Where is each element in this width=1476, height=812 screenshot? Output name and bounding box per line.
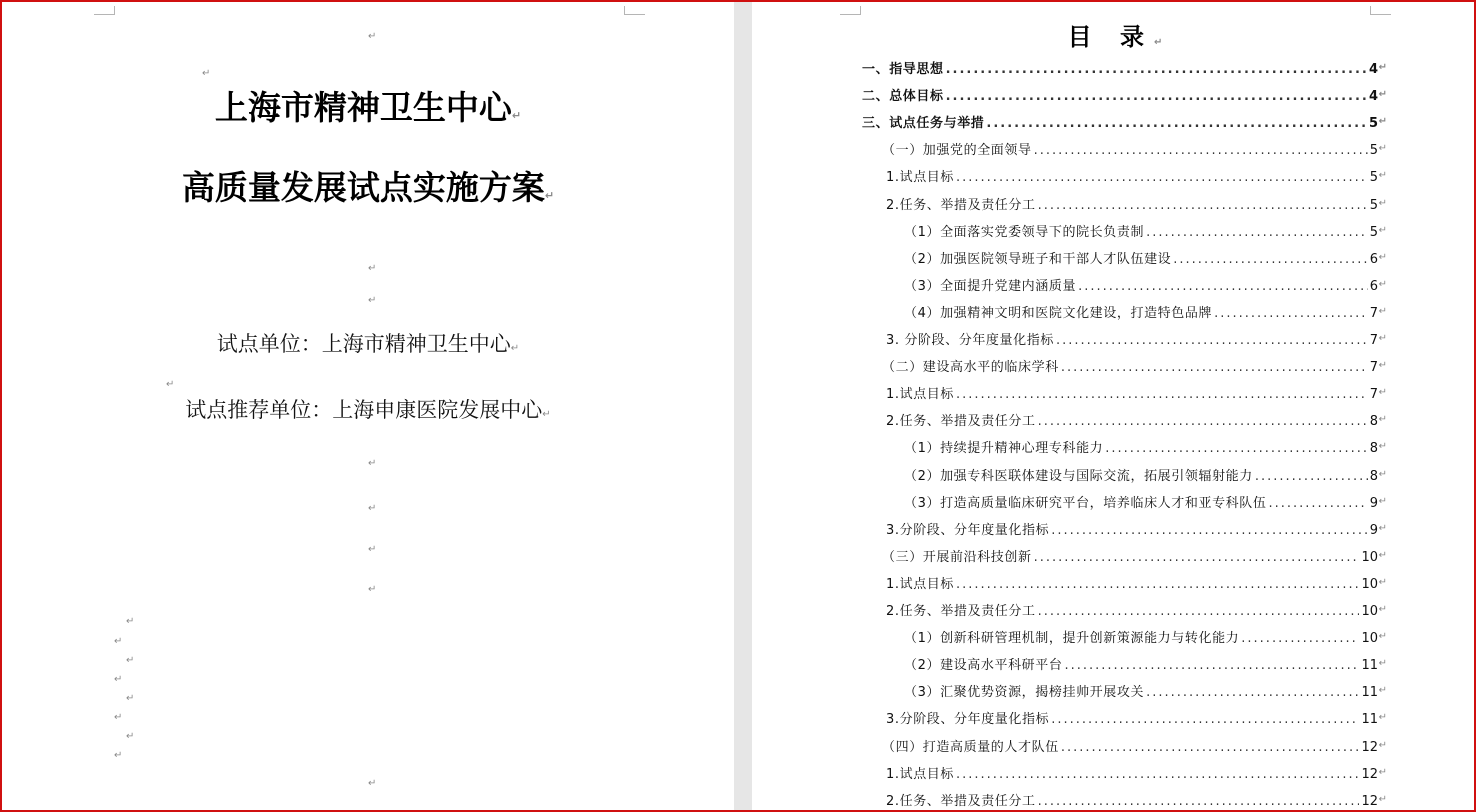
- paragraph-mark: ↵: [1378, 577, 1387, 588]
- toc-entry[interactable]: [886, 600, 1387, 620]
- toc-entry-title: 2.任务、举措及责任分工: [886, 414, 1036, 429]
- toc-entry-title: 一、指导思想: [862, 62, 944, 77]
- toc-entry-title: （1）全面落实党委领导下的院长负责制: [904, 225, 1145, 240]
- paragraph-mark: ↵: [1378, 767, 1387, 778]
- toc-entry-title: （2）加强专科医联体建设与国际交流，拓展引领辐射能力: [904, 469, 1253, 484]
- toc-entry-title: 1.试点目标: [886, 767, 955, 782]
- toc-entry-title: 2.任务、举措及责任分工: [886, 794, 1036, 809]
- pilot-unit-line: 试点单位：上海市精神卫生中心↵: [216, 332, 520, 356]
- toc-page-number: 8: [1369, 469, 1378, 484]
- toc-leader-dots: [1214, 306, 1368, 322]
- paragraph-mark: ↵: [1378, 62, 1387, 73]
- cover-title-line-1: 上海市精神卫生中心↵: [214, 88, 522, 127]
- toc-page-number: 6: [1369, 252, 1378, 267]
- toc-entry-title: （2）建设高水平科研平台: [904, 658, 1063, 673]
- paragraph-mark: ↵: [368, 503, 377, 514]
- toc-heading: 目 录↵: [1067, 22, 1163, 51]
- toc-page-number: 11: [1361, 658, 1378, 673]
- paragraph-mark: ↵: [1378, 550, 1387, 561]
- recommending-unit-line: 试点推荐单位：上海申康医院发展中心↵: [185, 398, 551, 422]
- toc-entry[interactable]: [886, 166, 1387, 186]
- paragraph-mark: ↵: [1378, 658, 1387, 669]
- paragraph-mark: ↵: [114, 750, 123, 761]
- toc-leader-dots: [946, 89, 1367, 105]
- cover-title-line-2: 高质量发展试点实施方案↵: [181, 168, 555, 207]
- toc-page: [752, 2, 1476, 812]
- toc-leader-dots: [1078, 279, 1368, 295]
- paragraph-mark: ↵: [126, 616, 135, 627]
- paragraph-mark: ↵: [1378, 89, 1387, 100]
- toc-page-number: 10: [1361, 604, 1378, 619]
- toc-entry[interactable]: [904, 654, 1387, 674]
- paragraph-mark: ↵: [368, 263, 377, 274]
- toc-leader-dots: [1051, 712, 1359, 728]
- paragraph-mark: ↵: [126, 655, 135, 666]
- toc-page-number: 11: [1361, 685, 1378, 700]
- toc-entry[interactable]: [882, 139, 1387, 159]
- paragraph-mark: ↵: [1378, 794, 1387, 805]
- toc-page-number: 7: [1369, 360, 1378, 375]
- paragraph-mark: ↵: [1378, 631, 1387, 642]
- toc-page-number: 11: [1361, 712, 1378, 727]
- paragraph-mark: ↵: [166, 379, 175, 390]
- toc-page-number: 5: [1369, 198, 1378, 213]
- toc-leader-dots: [1241, 631, 1359, 647]
- toc-entry[interactable]: [886, 790, 1387, 810]
- toc-page-number: 4: [1368, 62, 1378, 77]
- toc-leader-dots: [946, 62, 1367, 78]
- crop-mark: [1370, 6, 1391, 15]
- toc-leader-dots: [986, 116, 1367, 132]
- toc-page-number: 5: [1369, 143, 1378, 158]
- toc-entry[interactable]: [882, 356, 1387, 376]
- paragraph-mark: ↵: [1378, 143, 1387, 154]
- paragraph-mark: ↵: [202, 68, 211, 79]
- toc-leader-dots: [1038, 604, 1360, 620]
- toc-page-number: 7: [1369, 387, 1378, 402]
- paragraph-mark: ↵: [1378, 441, 1387, 452]
- toc-entry[interactable]: [882, 546, 1387, 566]
- toc-page-number: 5: [1369, 170, 1378, 185]
- toc-entry[interactable]: [886, 194, 1387, 214]
- paragraph-mark: ↵: [1378, 279, 1387, 290]
- toc-entry[interactable]: [886, 519, 1387, 539]
- cover-page: [2, 2, 734, 812]
- toc-entry-title: 1.试点目标: [886, 170, 955, 185]
- toc-entry-title: 1.试点目标: [886, 387, 955, 402]
- toc-leader-dots: [1061, 740, 1360, 756]
- toc-entry[interactable]: [862, 58, 1387, 78]
- toc-entry-title: （3）汇聚优势资源，揭榜挂帅开展攻关: [904, 685, 1145, 700]
- paragraph-mark: ↵: [114, 674, 123, 685]
- paragraph-mark: ↵: [1378, 414, 1387, 425]
- toc-entry-title: （一）加强党的全面领导: [882, 143, 1032, 158]
- toc-entry[interactable]: [886, 763, 1387, 783]
- paragraph-mark: ↵: [114, 636, 123, 647]
- paragraph-mark: ↵: [1378, 252, 1387, 263]
- toc-page-number: 4: [1368, 89, 1378, 104]
- paragraph-mark: ↵: [1378, 604, 1387, 615]
- toc-leader-dots: [956, 170, 1368, 186]
- toc-entry-title: 3.分阶段、分年度量化指标: [886, 523, 1050, 538]
- paragraph-mark: ↵: [114, 712, 123, 723]
- toc-page-number: 9: [1369, 496, 1378, 511]
- toc-leader-dots: [1034, 143, 1368, 159]
- toc-entry-title: （3）全面提升党建内涵质量: [904, 279, 1077, 294]
- paragraph-mark: ↵: [368, 31, 377, 42]
- paragraph-mark: ↵: [1378, 685, 1387, 696]
- toc-leader-dots: [1038, 198, 1368, 214]
- toc-leader-dots: [1064, 658, 1359, 674]
- paragraph-mark: ↵: [1378, 333, 1387, 344]
- toc-entry[interactable]: [886, 573, 1387, 593]
- toc-entry-title: （二）建设高水平的临床学科: [882, 360, 1059, 375]
- toc-entry[interactable]: [904, 627, 1387, 647]
- toc-page-number: 6: [1369, 279, 1378, 294]
- paragraph-mark: ↵: [1378, 523, 1387, 534]
- toc-leader-dots: [1038, 414, 1368, 430]
- toc-entry-title: （4）加强精神文明和医院文化建设，打造特色品牌: [904, 306, 1213, 321]
- toc-page-number: 7: [1369, 333, 1378, 348]
- toc-entry-title: 二、总体目标: [862, 89, 944, 104]
- toc-entry[interactable]: [904, 465, 1387, 485]
- toc-entry-title: 3.分阶段、分年度量化指标: [886, 712, 1050, 727]
- toc-leader-dots: [1255, 469, 1368, 485]
- toc-entry-title: （三）开展前沿科技创新: [882, 550, 1032, 565]
- paragraph-mark: ↵: [1378, 225, 1387, 236]
- toc-leader-dots: [956, 387, 1368, 403]
- paragraph-mark: ↵: [126, 693, 135, 704]
- toc-leader-dots: [1146, 225, 1368, 241]
- toc-entry-title: 3. 分阶段、分年度量化指标: [886, 333, 1054, 348]
- paragraph-mark: ↵: [368, 584, 377, 595]
- toc-leader-dots: [956, 767, 1359, 783]
- toc-entry-title: （1）创新科研管理机制，提升创新策源能力与转化能力: [904, 631, 1240, 646]
- toc-page-number: 12: [1361, 794, 1378, 809]
- paragraph-mark: ↵: [1378, 469, 1387, 480]
- paragraph-mark: ↵: [1378, 306, 1387, 317]
- toc-leader-dots: [1173, 252, 1367, 268]
- toc-page-number: 10: [1361, 550, 1378, 565]
- toc-leader-dots: [1061, 360, 1368, 376]
- toc-entry[interactable]: [886, 410, 1387, 430]
- paragraph-mark: ↵: [1378, 170, 1387, 181]
- toc-entry[interactable]: [904, 248, 1387, 268]
- toc-leader-dots: [1105, 441, 1367, 457]
- toc-page-number: 7: [1369, 306, 1378, 321]
- paragraph-mark: ↵: [1378, 740, 1387, 751]
- toc-page-number: 8: [1369, 441, 1378, 456]
- toc-entry-title: （3）打造高质量临床研究平台，培养临床人才和亚专科队伍: [904, 496, 1267, 511]
- crop-mark: [94, 6, 115, 15]
- toc-entry-title: 2.任务、举措及责任分工: [886, 604, 1036, 619]
- toc-entry[interactable]: [862, 85, 1387, 105]
- toc-entry[interactable]: [886, 329, 1387, 349]
- paragraph-mark: ↵: [1378, 360, 1387, 371]
- toc-leader-dots: [1056, 333, 1368, 349]
- paragraph-mark: ↵: [368, 295, 377, 306]
- toc-entry-title: （1）持续提升精神心理专科能力: [904, 441, 1104, 456]
- toc-page-number: 8: [1369, 414, 1378, 429]
- toc-entry[interactable]: [904, 221, 1387, 241]
- paragraph-mark: ↵: [368, 778, 377, 789]
- toc-entry[interactable]: [862, 112, 1387, 132]
- toc-entry[interactable]: [904, 437, 1387, 457]
- toc-entry[interactable]: [904, 681, 1387, 701]
- toc-page-number: 5: [1369, 225, 1378, 240]
- toc-entry-title: （四）打造高质量的人才队伍: [882, 740, 1059, 755]
- paragraph-mark: ↵: [368, 544, 377, 555]
- crop-mark: [840, 6, 861, 15]
- paragraph-mark: ↵: [1378, 712, 1387, 723]
- toc-entry-title: 三、试点任务与举措: [862, 116, 985, 131]
- toc-leader-dots: [956, 577, 1359, 593]
- toc-page-number: 12: [1361, 740, 1378, 755]
- paragraph-mark: ↵: [368, 458, 377, 469]
- toc-entry[interactable]: [904, 302, 1387, 322]
- toc-leader-dots: [1268, 496, 1367, 512]
- paragraph-mark: ↵: [1378, 496, 1387, 507]
- toc-leader-dots: [1146, 685, 1359, 701]
- toc-leader-dots: [1034, 550, 1360, 566]
- toc-page-number: 5: [1368, 116, 1378, 131]
- toc-entry-title: （2）加强医院领导班子和干部人才队伍建设: [904, 252, 1172, 267]
- paragraph-mark: ↵: [1378, 198, 1387, 209]
- paragraph-mark: ↵: [126, 731, 135, 742]
- paragraph-mark: ↵: [1378, 116, 1387, 127]
- toc-entry[interactable]: [904, 492, 1387, 512]
- toc-entry[interactable]: [886, 383, 1387, 403]
- toc-page-number: 9: [1369, 523, 1378, 538]
- toc-leader-dots: [1038, 794, 1360, 810]
- toc-page-number: 12: [1361, 767, 1378, 782]
- toc-page-number: 10: [1361, 631, 1378, 646]
- toc-entry[interactable]: [904, 275, 1387, 295]
- toc-entry-title: 2.任务、举措及责任分工: [886, 198, 1036, 213]
- crop-mark: [624, 6, 645, 15]
- toc-leader-dots: [1051, 523, 1368, 539]
- toc-entry[interactable]: [886, 708, 1387, 728]
- toc-entry-title: 1.试点目标: [886, 577, 955, 592]
- toc-entry[interactable]: [882, 736, 1387, 756]
- paragraph-mark: ↵: [1378, 387, 1387, 398]
- toc-page-number: 10: [1361, 577, 1378, 592]
